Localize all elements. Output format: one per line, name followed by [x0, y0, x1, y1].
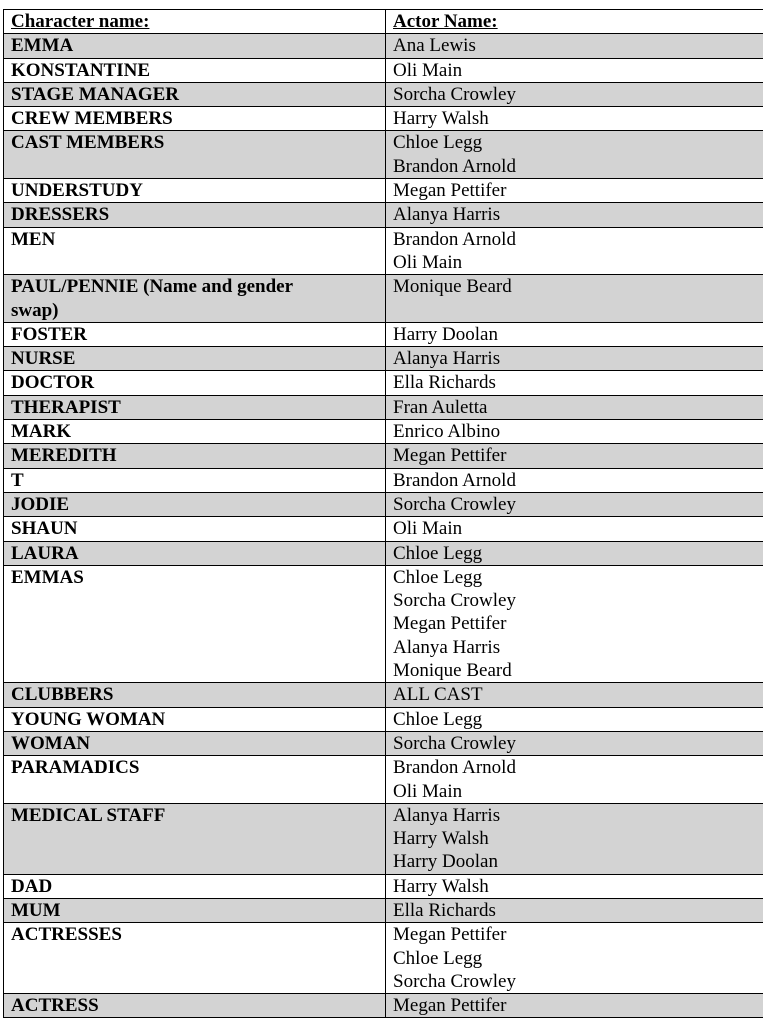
actor-name: Ella Richards	[393, 371, 763, 394]
character-name-cell: CAST MEMBERS	[4, 131, 386, 179]
character-name-cell: T	[4, 468, 386, 492]
character-name-cell: MEREDITH	[4, 444, 386, 468]
actor-name: Brandon Arnold	[393, 469, 763, 492]
actor-name: Alanya Harris	[393, 804, 763, 827]
table-row	[4, 395, 763, 419]
actor-name: Sorcha Crowley	[393, 589, 763, 612]
actor-name: Brandon Arnold	[393, 756, 763, 779]
actor-name: Megan Pettifer	[393, 612, 763, 635]
table-row	[4, 34, 763, 58]
actor-name-cell	[386, 731, 763, 755]
actor-name-cell	[386, 898, 763, 922]
table-row	[4, 227, 763, 275]
actor-name: Monique Beard	[393, 659, 763, 682]
character-name-cell: DRESSERS	[4, 203, 386, 227]
character-name-cell: EMMAS	[4, 565, 386, 682]
character-name-cell: THERAPIST	[4, 395, 386, 419]
actor-name-cell	[386, 227, 763, 275]
table-row	[4, 874, 763, 898]
actor-name: Sorcha Crowley	[393, 493, 763, 516]
actor-name-cell	[386, 179, 763, 203]
table-row	[4, 803, 763, 874]
actor-name: Oli Main	[393, 780, 763, 803]
actor-name-cell	[386, 34, 763, 58]
actor-name: Chloe Legg	[393, 566, 763, 589]
actor-name: Brandon Arnold	[393, 228, 763, 251]
character-name-cell: KONSTANTINE	[4, 58, 386, 82]
table-row	[4, 541, 763, 565]
character-name-cell: JODIE	[4, 492, 386, 516]
character-name-cell: DAD	[4, 874, 386, 898]
actor-name: Megan Pettifer	[393, 923, 763, 946]
actor-name-cell	[386, 203, 763, 227]
table-row	[4, 107, 763, 131]
character-name-cell: FOSTER	[4, 322, 386, 346]
table-row	[4, 420, 763, 444]
actor-name: Harry Walsh	[393, 875, 763, 898]
character-name-cell: CREW MEMBERS	[4, 107, 386, 131]
character-name-cell: UNDERSTUDY	[4, 179, 386, 203]
actor-name: Harry Walsh	[393, 107, 763, 130]
table-row	[4, 179, 763, 203]
actor-name: Sorcha Crowley	[393, 970, 763, 993]
character-name-cell: EMMA	[4, 34, 386, 58]
actor-name-cell	[386, 395, 763, 419]
actor-name-cell	[386, 874, 763, 898]
actor-name: Oli Main	[393, 251, 763, 274]
actor-name: Enrico Albino	[393, 420, 763, 443]
actor-name-cell	[386, 683, 763, 707]
actor-name: ALL CAST	[393, 683, 763, 706]
actor-name-cell	[386, 322, 763, 346]
actor-name: Harry Walsh	[393, 827, 763, 850]
actor-name: Megan Pettifer	[393, 994, 763, 1017]
table-row	[4, 565, 763, 682]
actor-name: Megan Pettifer	[393, 444, 763, 467]
table-row	[4, 131, 763, 179]
character-name-cell: ACTRESS	[4, 994, 386, 1018]
table-row	[4, 994, 763, 1018]
actor-name-cell	[386, 565, 763, 682]
actor-name-cell	[386, 444, 763, 468]
actor-name: Megan Pettifer	[393, 179, 763, 202]
table-row	[4, 898, 763, 922]
actor-name-cell	[386, 803, 763, 874]
character-name-cell: MARK	[4, 420, 386, 444]
table-row	[4, 731, 763, 755]
actor-name: Alanya Harris	[393, 636, 763, 659]
actor-name-cell	[386, 371, 763, 395]
actor-name-cell	[386, 923, 763, 994]
actor-name-cell	[386, 541, 763, 565]
actor-name-cell	[386, 131, 763, 179]
actor-name-cell	[386, 756, 763, 804]
actor-name: Alanya Harris	[393, 347, 763, 370]
table-row	[4, 683, 763, 707]
character-name-cell: WOMAN	[4, 731, 386, 755]
character-name-cell: YOUNG WOMAN	[4, 707, 386, 731]
character-name-cell: LAURA	[4, 541, 386, 565]
actor-name-cell	[386, 347, 763, 371]
table-header-row	[4, 10, 763, 34]
actor-name: Oli Main	[393, 59, 763, 82]
actor-name: Chloe Legg	[393, 947, 763, 970]
character-name-cell: DOCTOR	[4, 371, 386, 395]
character-name-cell: ACTRESSES	[4, 923, 386, 994]
actor-name: Brandon Arnold	[393, 155, 763, 178]
actor-name: Sorcha Crowley	[393, 732, 763, 755]
actor-name: Ella Richards	[393, 899, 763, 922]
table-row	[4, 82, 763, 106]
character-name-header: Character name:	[4, 10, 386, 34]
actor-name-cell	[386, 707, 763, 731]
actor-name: Ana Lewis	[393, 34, 763, 57]
actor-name-cell	[386, 468, 763, 492]
actor-name-header: Actor Name:	[386, 10, 763, 34]
character-name-cell: NURSE	[4, 347, 386, 371]
table-row	[4, 517, 763, 541]
character-name-cell: CLUBBERS	[4, 683, 386, 707]
cast-rows	[4, 34, 763, 1018]
character-name-cell: MEN	[4, 227, 386, 275]
character-name-cell: SHAUN	[4, 517, 386, 541]
table-row	[4, 444, 763, 468]
table-row	[4, 275, 763, 323]
actor-name-cell	[386, 492, 763, 516]
actor-name: Chloe Legg	[393, 131, 763, 154]
table-row	[4, 756, 763, 804]
character-name-cell: PARAMADICS	[4, 756, 386, 804]
actor-name-cell	[386, 58, 763, 82]
table-row	[4, 707, 763, 731]
character-name-cell: STAGE MANAGER	[4, 82, 386, 106]
table-row	[4, 492, 763, 516]
actor-name: Alanya Harris	[393, 203, 763, 226]
actor-name: Chloe Legg	[393, 708, 763, 731]
table-row	[4, 322, 763, 346]
actor-name-cell	[386, 82, 763, 106]
actor-name-cell	[386, 275, 763, 323]
actor-name: Harry Doolan	[393, 323, 763, 346]
character-name-cell: PAUL/PENNIE (Name and gender swap)	[4, 275, 386, 323]
cast-list-table	[3, 9, 763, 1018]
actor-name: Monique Beard	[393, 275, 763, 298]
table-row	[4, 58, 763, 82]
table-row	[4, 347, 763, 371]
actor-name: Harry Doolan	[393, 850, 763, 873]
table-row	[4, 371, 763, 395]
actor-name-cell	[386, 107, 763, 131]
actor-name-cell	[386, 420, 763, 444]
table-row	[4, 203, 763, 227]
actor-name-cell	[386, 517, 763, 541]
actor-name-cell	[386, 994, 763, 1018]
table-row	[4, 923, 763, 994]
actor-name: Fran Auletta	[393, 396, 763, 419]
actor-name: Chloe Legg	[393, 542, 763, 565]
character-name-cell: MUM	[4, 898, 386, 922]
actor-name: Sorcha Crowley	[393, 83, 763, 106]
actor-name: Oli Main	[393, 517, 763, 540]
table-row	[4, 468, 763, 492]
character-name-cell: MEDICAL STAFF	[4, 803, 386, 874]
